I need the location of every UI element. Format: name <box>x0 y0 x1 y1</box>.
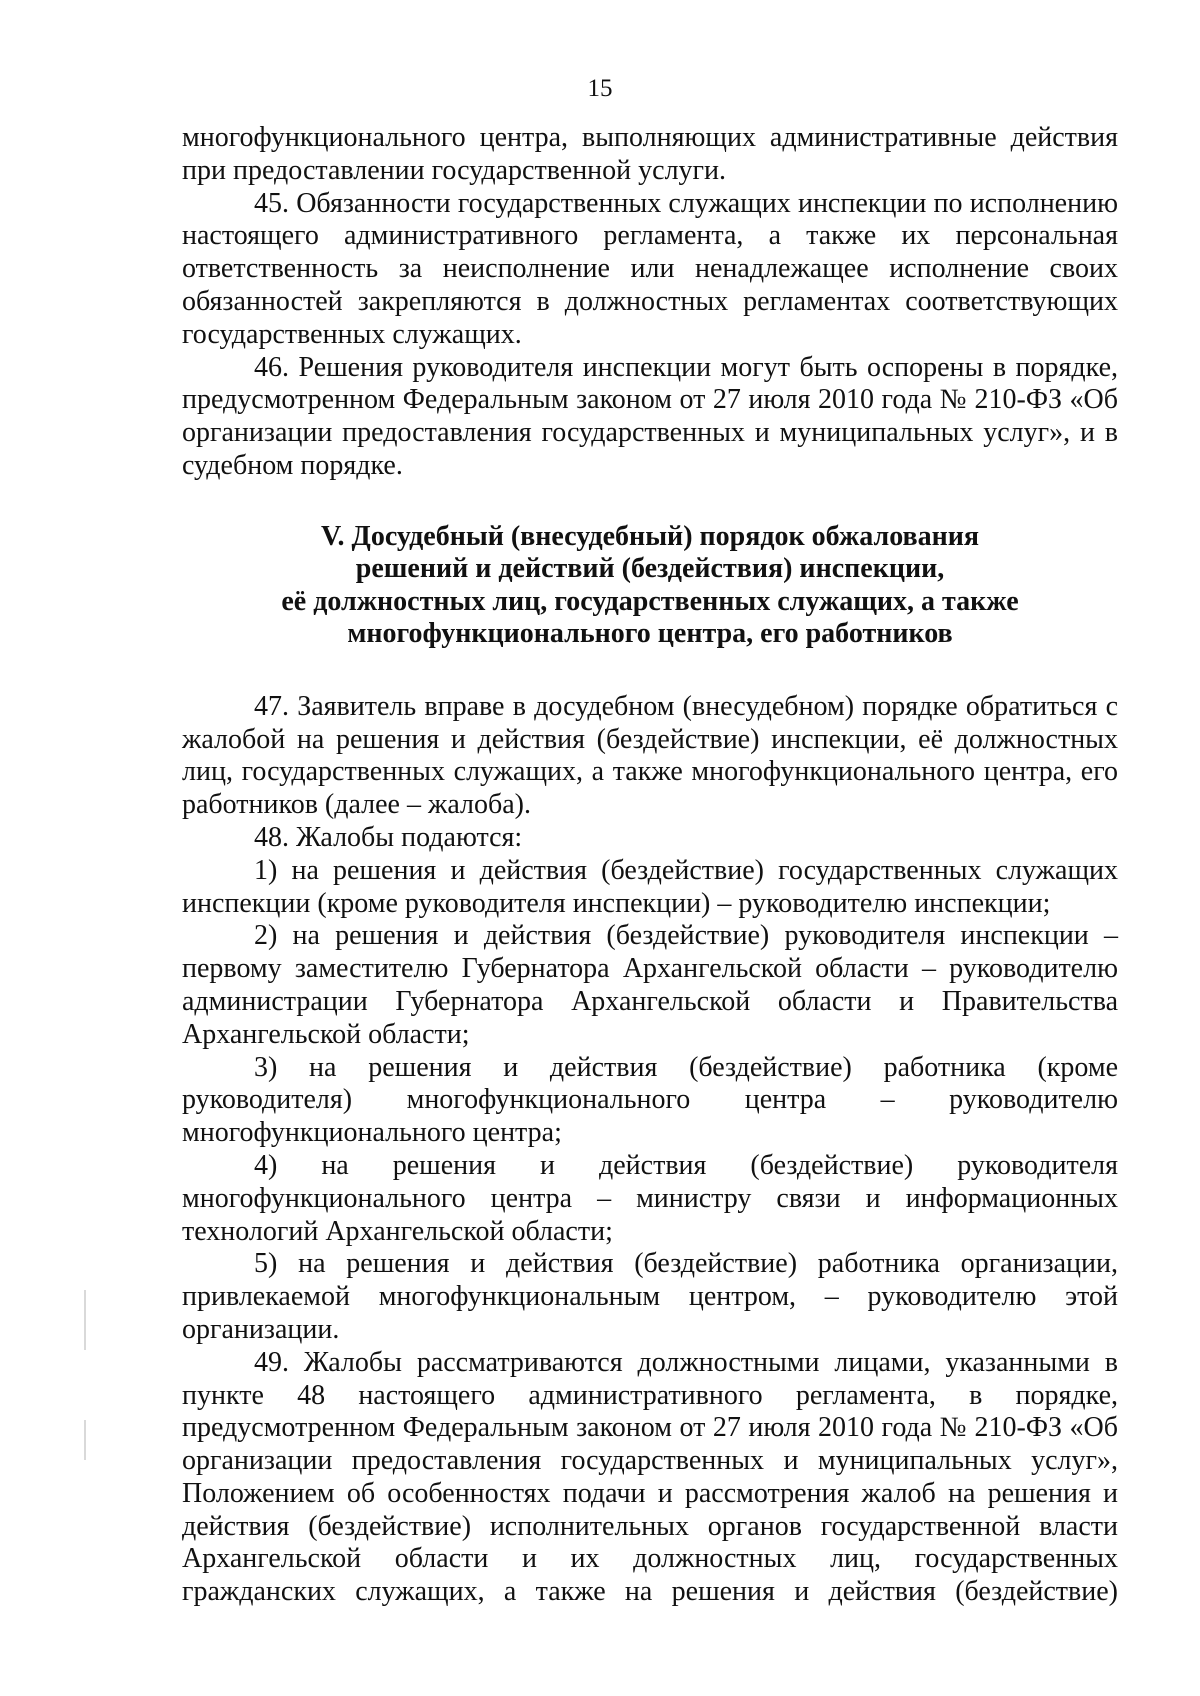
paragraph-46: 46. Решения руководителя инспекции могут быть оспорены в порядке, предусмотренном Федеральным законом от 27 июля 2010 года № 210-ФЗ «Об организации предоставления государственных и муниципальных услуг», и в судебном порядке. <box>182 351 1118 481</box>
list-item-4: 4) на решения и действия (бездействие) руководителя многофункционального центра – министру связи и информационных технологий Архангельской области; <box>182 1149 1118 1247</box>
section-heading-line: её должностных лиц, государственных служащих, а также <box>281 585 1019 617</box>
list-item-1: 1) на решения и действия (бездействие) государственных служащих инспекции (кроме руководителя инспекции) – руководителю инспекции; <box>182 854 1118 919</box>
paragraph-continuation: многофункционального центра, выполняющих административные действия при предоставлении государственной услуги. <box>182 122 1118 186</box>
section-heading-line: решений и действий (бездействия) инспекции, <box>355 553 945 585</box>
list-item-3: 3) на решения и действия (бездействие) работника (кроме руководителя) многофункционального центра – руководителю многофункционального центра; <box>182 1051 1118 1149</box>
section-heading-line: многофункционального центра, его работников <box>347 618 953 650</box>
page-number: 15 <box>587 75 613 102</box>
section-heading <box>182 521 1118 651</box>
list-item-2: 2) на решения и действия (бездействие) руководителя инспекции – первому заместителю Губернатора Архангельской области – руководителю администрации Губернатора Архангельской области и Правительства Архангельской области; <box>182 920 1118 1050</box>
list-item-5: 5) на решения и действия (бездействие) работника организации, привлекаемой многофункциональным центром, – руководителю этой организации. <box>182 1248 1118 1345</box>
section-heading-line: V. Досудебный (внесудебный) порядок обжалования <box>320 520 980 552</box>
paragraph-49: 49. Жалобы рассматриваются должностными лицами, указанными в пункте 48 настоящего административного регламента, в порядке, предусмотренном Федеральным законом от 27 июля 2010 года № 210-ФЗ «Об организации предоставления государственных и муниципальных услуг», Положением об особенностях подачи и рассмотрения жалоб на решения и действия (бездействие) исполнительных органов государственной власти Архангельской области и их должностных лиц, государственных гражданских служащих, а также на решения и действия (бездействие) <box>182 1346 1118 1608</box>
scan-margin-mark <box>84 1290 86 1350</box>
document-body <box>182 122 1118 1609</box>
paragraph-48: 48. Жалобы подаются: <box>254 821 523 853</box>
paragraph-47: 47. Заявитель вправе в досудебном (внесудебном) порядке обратиться с жалобой на решения и действия (бездействие) инспекции, её должностных лиц, государственных служащих, а также многофункционального центра, его работников (далее – жалоба). <box>182 690 1118 821</box>
paragraph-45: 45. Обязанности государственных служащих инспекции по исполнению настоящего административного регламента, а также их персональная ответственность за неисполнение или ненадлежащее исполнение своих обязанностей закрепляются в должностных регламентах соответствующих государственных служащих. <box>182 187 1118 350</box>
scan-margin-mark <box>84 1420 86 1460</box>
